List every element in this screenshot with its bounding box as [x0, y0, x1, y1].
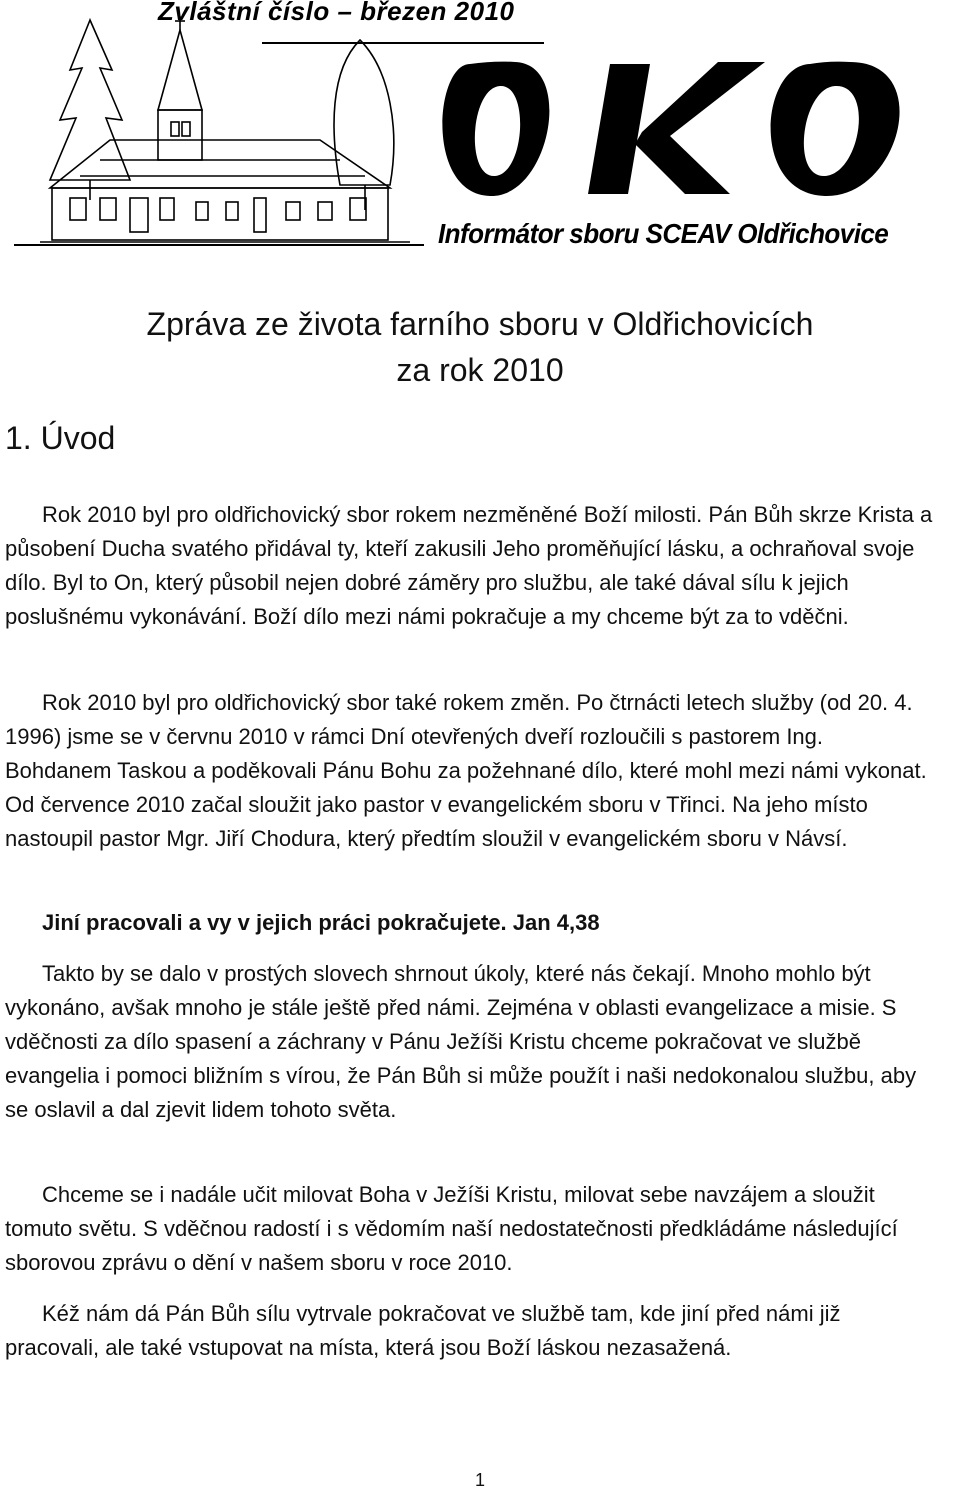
oko-logo [430, 44, 955, 214]
church-building-illustration [30, 10, 430, 246]
paragraph-tasks: Takto by se dalo v prostých slovech shrnout úkoly, které nás čekají. Mnoho mohlo být vykonáno, avšak mnoho je stále ještě před námi. Zejména v oblasti evangelizace a misie. S vděčnosti za dílo spasení a záchrany v Pánu Ježíši Kristu chceme pokračovat ve službě evangelia i pomoci bližním s vírou, že Pán Bůh si může použít i naši nedokonalou službu, aby se oslavil a dal zjevit lidem tohoto světa. [5, 961, 917, 1122]
report-title-line1: Zpráva ze života farního sboru v Oldřichovicích [146, 306, 814, 342]
issue-label: Zvláštní číslo – březen 2010 [158, 0, 515, 26]
paragraph-blessing: Kéž nám dá Pán Bůh sílu vytrvale pokračovat ve službě tam, kde jiní před námi již pracovali, ale také vstupovat na místa, která jsou Boží láskou nezasažená. [5, 1301, 841, 1360]
newsletter-tagline: Informátor sboru SCEAV Oldřichovice [438, 218, 889, 249]
scripture-quote: Jiní pracovali a vy v jejich práci pokračujete. Jan 4,38 [42, 910, 600, 935]
paragraph-intro: Rok 2010 byl pro oldřichovický sbor rokem nezměněné Boží milosti. Pán Bůh skrze Krista a působení Ducha svatého přidával ty, kteří zakusili Jeho proměňující lásku, a ochraňoval svoje dílo. Byl to On, který působil nejen dobré záměry pro službu, ale také dával sílu k jejich poslušnému vykonávání. Boží dílo mezi námi pokračuje a my chceme být za to vděčni. [5, 502, 933, 629]
section-heading: 1. Úvod [5, 420, 116, 456]
page-number: 1 [474, 1470, 485, 1490]
report-title-line2: za rok 2010 [396, 352, 564, 388]
paragraph-commitment: Chceme se i nadále učit milovat Boha v Ježíši Kristu, milovat sebe navzájem a sloužit tomuto světu. S vděčnou radostí i s vědomím naší nedostatečnosti předkládáme následující sborovou zprávu o dění v našem sboru v roce 2010. [5, 1182, 898, 1275]
paragraph-changes: Rok 2010 byl pro oldřichovický sbor také rokem změn. Po čtrnácti letech služby (od 20. 4. 1996) jsme se v červnu 2010 v rámci Dní otevřených dveří rozloučili s pastorem Ing. Bohdanem Taskou a poděkovali Pánu Bohu za požehnané dílo, které mohl mezi námi vykonat. Od července 2010 začal sloužit jako pastor v evangelickém sboru v Třinci. Na jeho místo nastoupil pastor Mgr. Jiří Chodura, který předtím sloužil v evangelickém sboru v Návsí. [5, 690, 927, 851]
